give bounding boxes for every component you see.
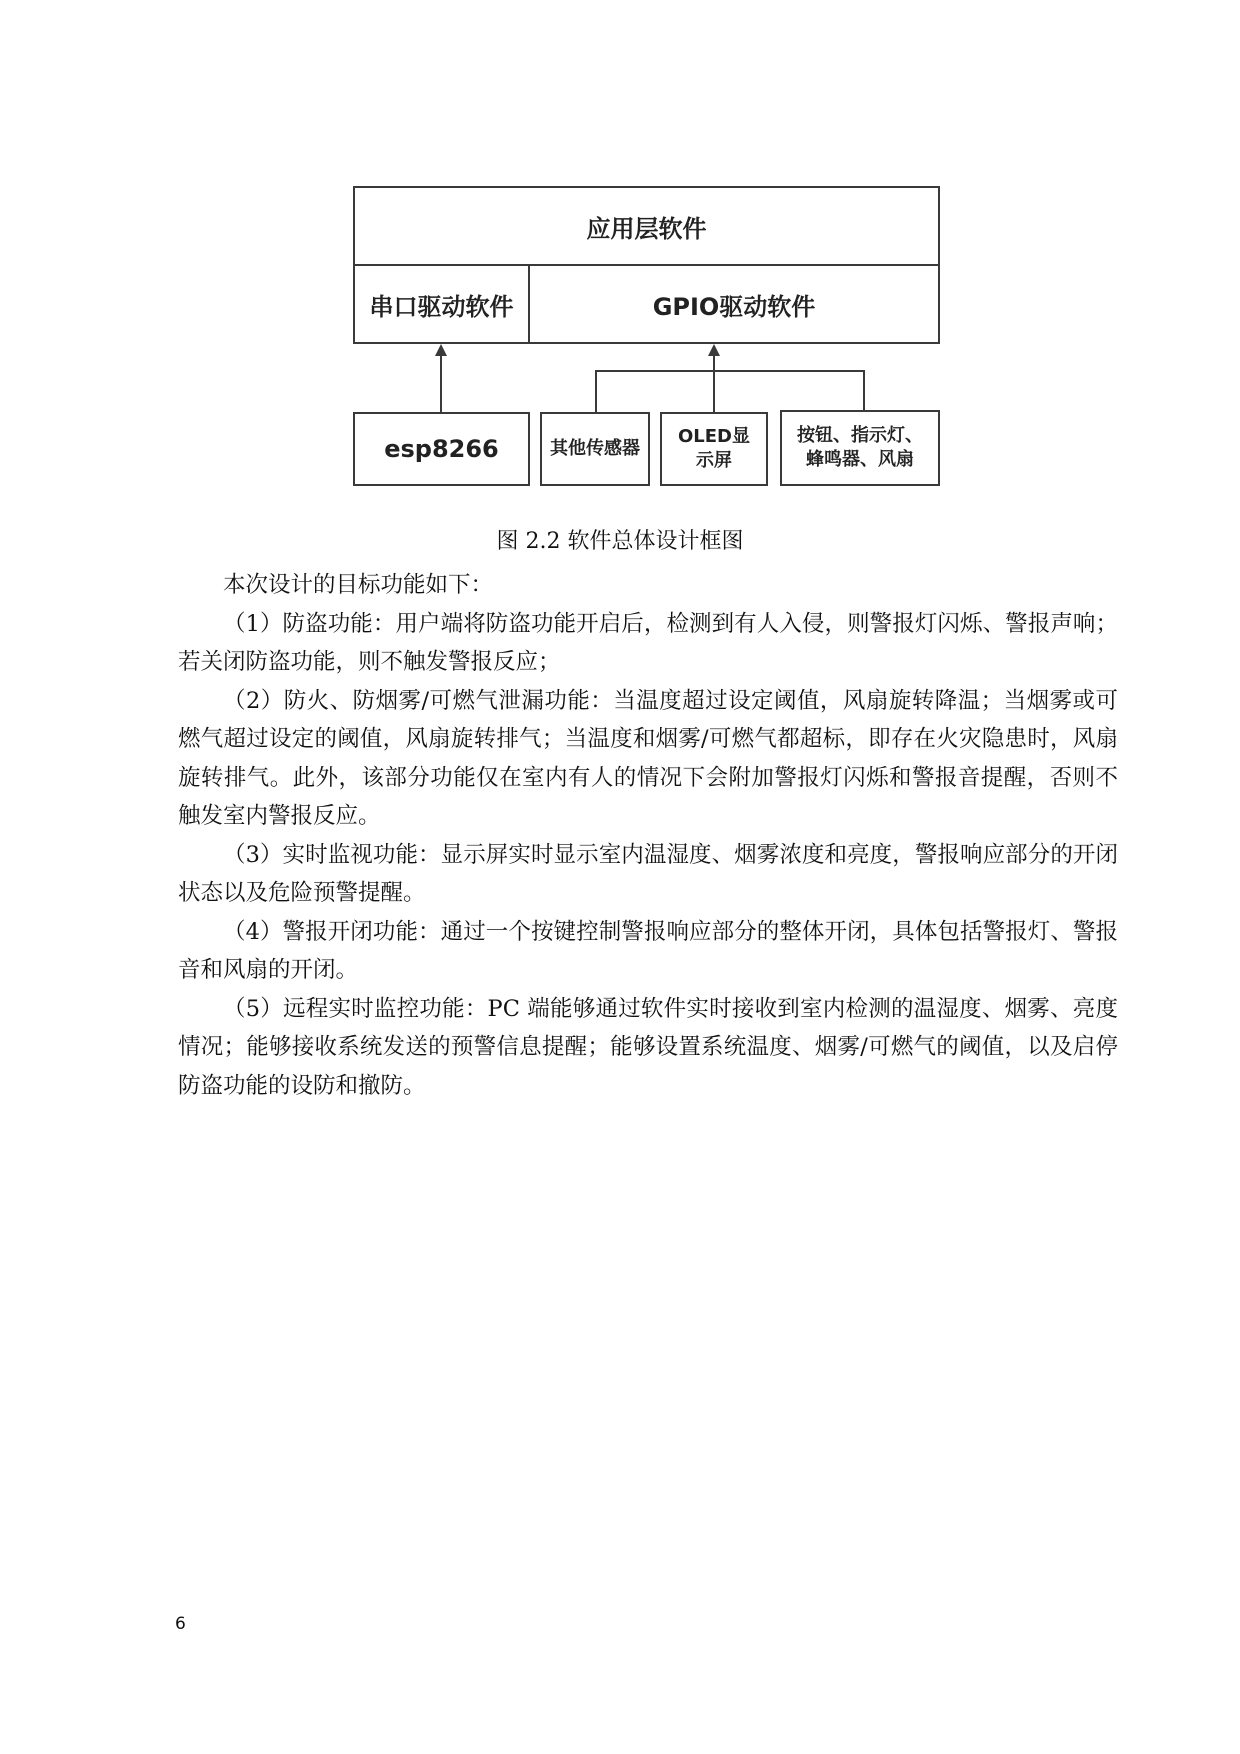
figure-caption: 图 2.2 软件总体设计框图 [496,529,744,554]
page-number: 6 [175,1614,186,1634]
oled-display-label: OLED显示屏 [677,426,750,471]
actuators-connector-line [863,370,865,412]
esp8266-label: esp8266 [384,435,499,463]
buttons-leds-label: 按钮、指示灯、蜂鸣器、风扇 [797,425,923,470]
app-layer-label: 应用层软件 [586,214,707,243]
oled-display-box [660,412,768,486]
paragraph-item-5: （5）远程实时监控功能：PC 端能够通过软件实时接收到室内检测的温湿度、烟雾、亮度情况；能够接收系统发送的预警信息提醒；能够设置系统温度、烟雾/可燃气的阈值，以及启停防盗功能的设防和撤防。 [178,995,1118,1099]
gpio-connector-trunk [713,356,715,412]
paragraph-item-3: （3）实时监视功能：显示屏实时显示室内温湿度、烟雾浓度和亮度，警报响应部分的开闭状态以及危险预警提醒。 [178,841,1118,906]
app-layer-box [353,186,940,266]
paragraph-item-4: （4）警报开闭功能：通过一个按键控制警报响应部分的整体开闭，具体包括警报灯、警报音和风扇的开闭。 [178,918,1118,983]
buttons-leds-box [780,410,940,486]
gpio-driver-label: GPIO驱动软件 [652,292,816,321]
paragraph-intro: 本次设计的目标功能如下： [223,572,494,598]
other-sensors-box [540,412,650,486]
sensors-connector-line [595,370,597,412]
body-text [178,566,1118,1105]
serial-driver-label: 串口驱动软件 [369,292,514,321]
gpio-arrow-head [708,344,720,356]
esp8266-box [353,412,530,486]
serial-driver-box [353,264,530,344]
esp8266-arrow-head [435,344,447,356]
esp8266-connector-line [440,356,442,412]
paragraph-item-1: （1）防盗功能：用户端将防盗功能开启后，检测到有人入侵，则警报灯闪烁、警报声响；若关闭防盗功能，则不触发警报反应； [178,610,1118,675]
other-sensors-label: 其他传感器 [550,438,640,459]
gpio-driver-box [528,264,940,344]
gpio-connector-branch [595,370,864,372]
paragraph-item-2: （2）防火、防烟雾/可燃气泄漏功能：当温度超过设定阈值，风扇旋转降温；当烟雾或可燃气超过设定的阈值，风扇旋转排气；当温度和烟雾/可燃气都超标，即存在火灾隐患时，风扇旋转排气。此外，该部分功能仅在室内有人的情况下会附加警报灯闪烁和警报音提醒，否则不触发室内警报反应。 [178,687,1118,829]
